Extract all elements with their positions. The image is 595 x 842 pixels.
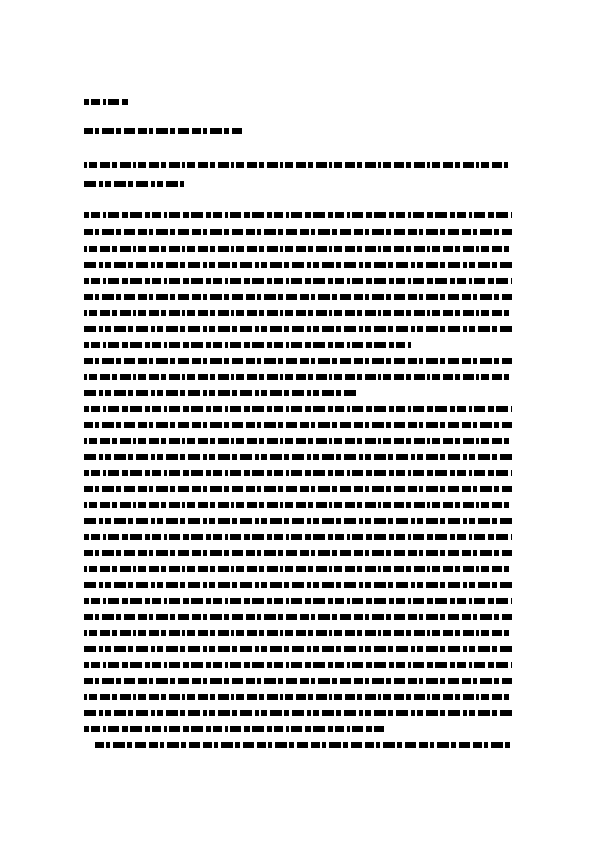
- header-line-2: [84, 128, 242, 134]
- text-line: [84, 294, 512, 300]
- text-line: [84, 326, 512, 332]
- text-line: [84, 390, 356, 396]
- text-line: [84, 212, 512, 218]
- text-line: [84, 470, 512, 476]
- text-line: [84, 646, 512, 652]
- text-line: [84, 374, 512, 380]
- text-line: [84, 502, 512, 508]
- text-line: [84, 534, 512, 540]
- text-line: [84, 726, 384, 732]
- text-line: [84, 518, 512, 524]
- text-line: [84, 550, 512, 556]
- text-line: [84, 358, 512, 364]
- text-line: [84, 406, 512, 412]
- text-line: [84, 229, 512, 235]
- text-line: [84, 630, 512, 636]
- text-line: [84, 422, 512, 428]
- text-line: [84, 598, 512, 604]
- text-line: [84, 246, 512, 252]
- text-line: [84, 566, 512, 572]
- text-line: [84, 582, 512, 588]
- text-line: [84, 678, 512, 684]
- title-line: [84, 162, 508, 168]
- text-line: [84, 278, 512, 284]
- text-line: [84, 710, 512, 716]
- text-line: [84, 438, 512, 444]
- text-line: [84, 662, 512, 668]
- text-line: [95, 742, 512, 748]
- text-line: [84, 454, 512, 460]
- text-line: [84, 486, 512, 492]
- text-line: [84, 262, 512, 268]
- header-line-1: [84, 99, 130, 105]
- text-line: [84, 614, 512, 620]
- text-line: [84, 310, 512, 316]
- text-line: [84, 342, 412, 348]
- title-line: [84, 181, 184, 187]
- text-line: [84, 694, 512, 700]
